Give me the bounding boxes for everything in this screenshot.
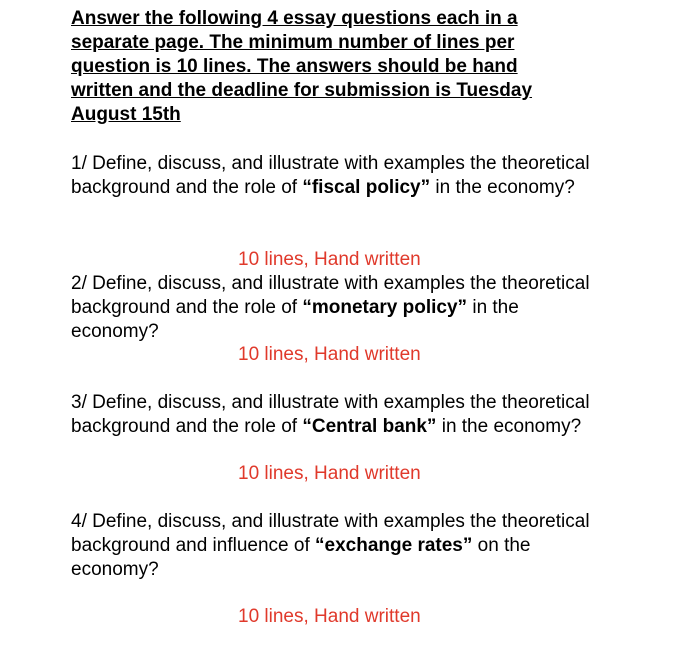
question-3 — [71, 391, 591, 439]
question-4-text: 4/ Define, discuss, and illustrate with examples the theoretical background and influence of — [71, 511, 590, 556]
question-2-text: 2/ Define, discuss, and illustrate with examples the theoretical background and the role of — [71, 273, 590, 318]
question-1-term: “fiscal policy” — [302, 177, 431, 198]
question-1-suffix: in the economy? — [430, 177, 575, 198]
question-2-term: “monetary policy” — [302, 297, 468, 318]
question-3-suffix: in the economy? — [436, 416, 582, 437]
question-3-text: 3/ Define, discuss, and illustrate with examples the theoretical background and the role of — [71, 392, 590, 437]
question-4-term: “exchange rates” — [315, 535, 473, 556]
question-3-term: “Central bank” — [302, 416, 437, 437]
assignment-heading: Answer the following 4 essay questions each in a separate page. The minimum number of lines per question is 10 lines. The answers should be hand written and the deadline for submission is Tuesday August 15th — [71, 8, 533, 125]
question-4-note: 10 lines, Hand written — [238, 606, 421, 627]
question-2 — [71, 272, 591, 344]
question-2-suffix: in the economy? — [71, 297, 519, 342]
question-1-note: 10 lines, Hand written — [238, 249, 421, 270]
question-1-text: 1/ Define, discuss, and illustrate with examples the theoretical background and the role of — [71, 153, 590, 198]
question-3-note: 10 lines, Hand written — [238, 463, 421, 484]
question-1 — [71, 152, 591, 200]
question-4 — [71, 510, 591, 582]
question-2-note: 10 lines, Hand written — [238, 344, 421, 365]
instructions-block — [71, 7, 571, 127]
question-4-suffix: on the economy? — [71, 535, 531, 580]
